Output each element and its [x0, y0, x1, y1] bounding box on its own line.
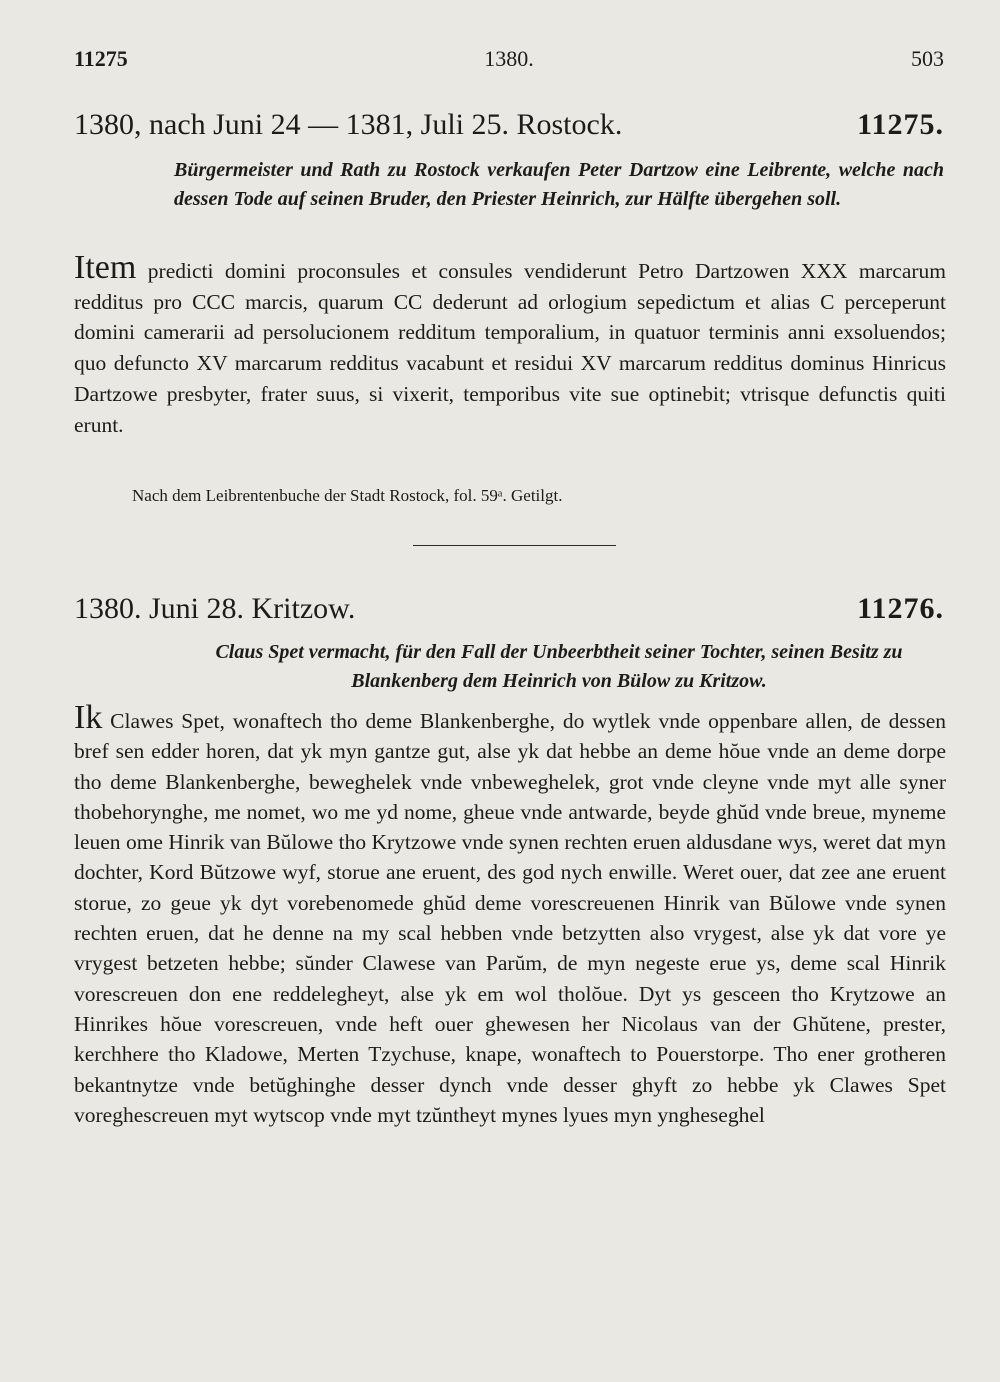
entry-heading-11276: [74, 592, 944, 632]
running-head-year: 1380.: [484, 46, 534, 71]
entry-summary-11276: Claus Spet vermacht, für den Fall der Unbeerbtheit seiner Tochter, seinen Besitz zu Blankenberg dem Heinrich von Bülow zu Kritzow.: [215, 641, 903, 692]
entry-summary-11275: Bürgermeister und Rath zu Rostock verkaufen Peter Dartzow eine Leibrente, welche nach dessen Tode auf seinen Bruder, den Priester Heinrich, zur Hälfte übergehen soll.: [174, 159, 944, 210]
initial-word: Ik: [74, 699, 103, 736]
entry-text-body: predicti domini proconsules et consules vendiderunt Petro Dartzowen XXX marcarum redditus pro CCC marcis, quarum CC dederunt ad orlogium sepedictum et alias C perceperunt domini camerarii ad persolucionem redditum temporalium, in quatuor terminis anni exsoluendos; quo defuncto XV marcarum redditus vacabunt et residui XV marcarum redditus dominus Hinricus Dartzowe presbyter, frater suus, si vixerit, temporibus vite sue optinebit; vtrisque defunctis quiti erunt.: [74, 259, 946, 437]
running-head-entry-number: 11275: [74, 46, 128, 71]
section-divider: [413, 545, 616, 546]
initial-word: Item: [74, 249, 137, 286]
entry-heading-11275: [74, 108, 944, 148]
entry-text-11275: [74, 249, 946, 440]
entry-date-place: 1380. Juni 28. Kritzow.: [74, 592, 356, 625]
entry-text-11276: [74, 699, 946, 1130]
entry-number: 11276.: [857, 592, 944, 625]
running-head: [74, 46, 944, 76]
page-number: 503: [911, 46, 944, 71]
source-note-11275: Nach dem Leibrentenbuche der Stadt Rostock, fol. 59ᵃ. Getilgt.: [132, 486, 563, 505]
entry-date-place: 1380, nach Juni 24 — 1381, Juli 25. Rostock.: [74, 108, 623, 141]
entry-text-body: Clawes Spet, wonaftech tho deme Blankenberghe, do wytlek vnde oppenbare allen, de dessen bref sen edder horen, dat yk myn gantze gut, alse yk dat hebbe an deme hŏue vnde an deme dorpe tho deme Blankenberghe, beweghelek vnde vnbeweghelek, grot vnde cleyne vnde myt alle syner thobehorynghe, me nomet, wo me yd nome, gheue vnde antwarde, beyde ghŭd vnde breue, myneme leuen ome Hinrik van Bŭlowe tho Krytzowe vnde synen rechten eruen aldusdane wys, weret dat myn dochter, Kord Bŭtzowe wyf, storue ane eruent, des god nych enwille. Weret ouer, dat zee ane eruent storue, zo geue yk dyt vorebenomede ghŭd deme vorescreuenen Hinrik van Bŭlowe vnde synen rechten eruen, dat he denne na my scal hebben vnde betzytten also vrygest, alse yk dat vore ye vrygest betzeten hebbe; sŭnder Clawese van Parŭm, de myn negeste erue ys, deme scal Hinrik vorescreuen don ene reddelegheyt, alse yk em wol tholŏue. Dyt ys gesceen tho Krytzowe an Hinrikes hŏue vorescreuen, vnde heft ouer ghewesen her Nicolaus van der Ghŭtene, prester, kerchhere tho Kladowe, Merten Tzychuse, knape, wonaftech to Pouerstorpe. Tho ener grotheren bekantnytze vnde betŭghinghe desser dynch vnde desser ghyft zo hebbe yk Clawes Spet voreghescreuen myt wytscop vnde myt tzŭntheyt mynes lyues myn yngheseghel: [74, 709, 946, 1127]
entry-number: 11275.: [857, 108, 944, 141]
